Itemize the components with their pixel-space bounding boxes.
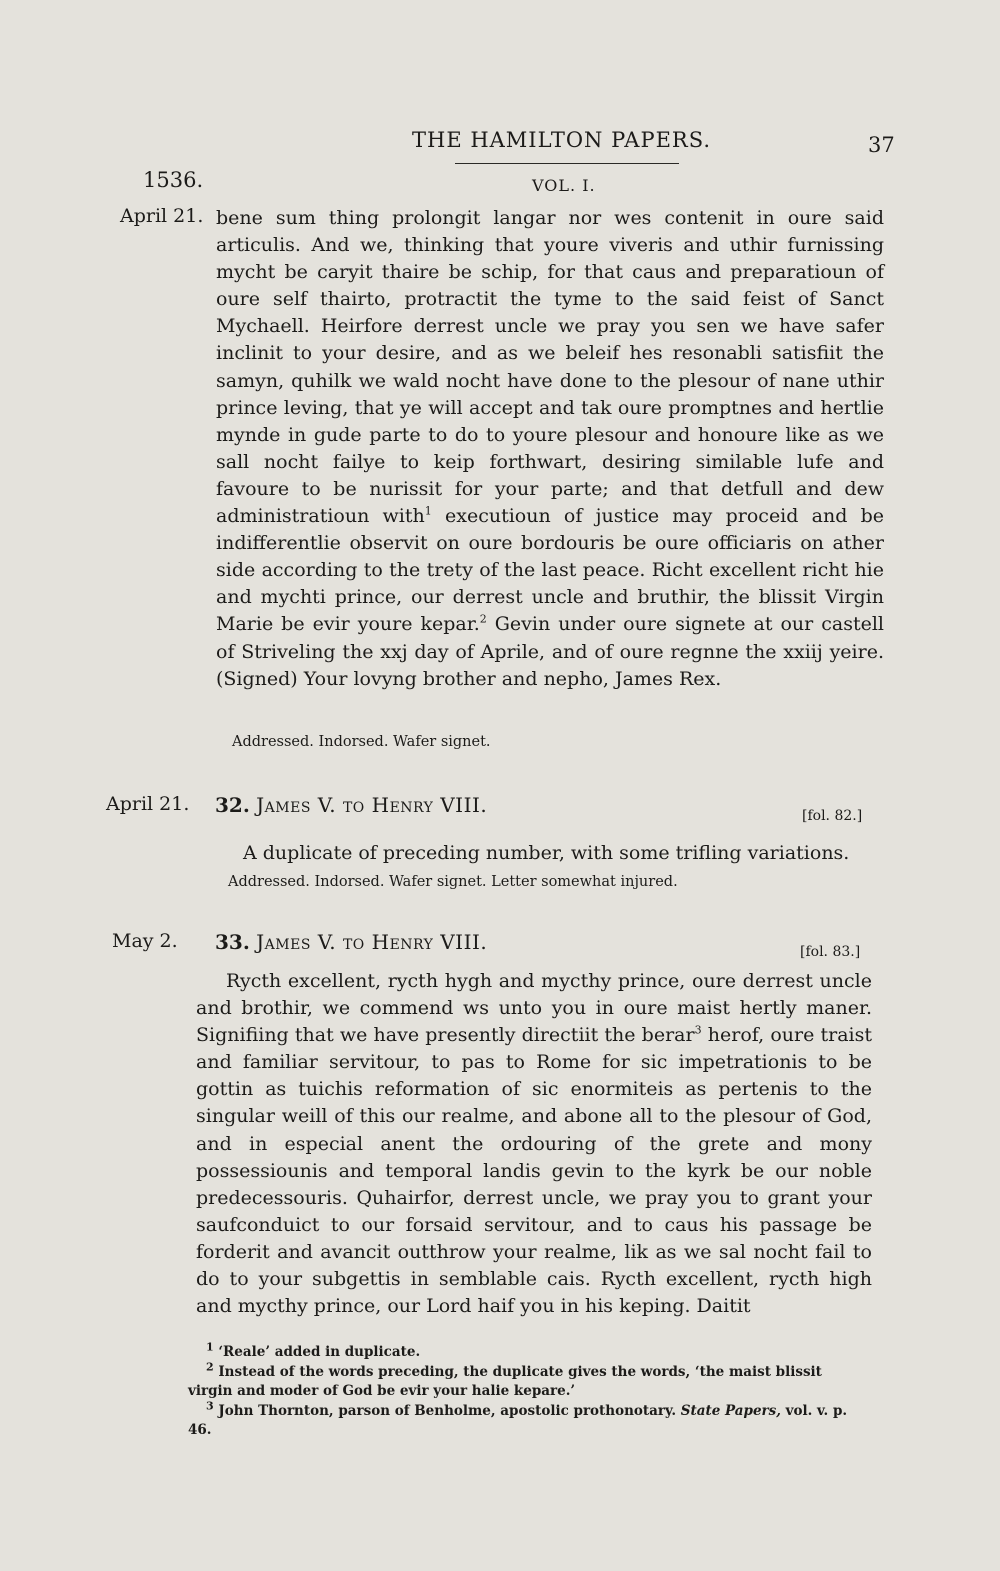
folio-reference: [fol. 83.] bbox=[800, 944, 861, 960]
entry-heading bbox=[215, 793, 487, 817]
footnote-number: 2 bbox=[206, 1360, 214, 1373]
footnote bbox=[188, 1399, 864, 1441]
margin-year: 1536. bbox=[143, 168, 204, 192]
entry-title: James V. to Henry VIII. bbox=[256, 793, 488, 817]
margin-date: April 21. bbox=[106, 793, 190, 815]
footnote-text: John Thornton, parson of Benholme, apostolic prothonotary. bbox=[218, 1402, 677, 1419]
footnote bbox=[188, 1360, 864, 1402]
margin-date: May 2. bbox=[112, 930, 178, 952]
header-rule bbox=[455, 163, 679, 164]
letter-text bbox=[216, 205, 884, 693]
entry-title: James V. to Henry VIII. bbox=[256, 930, 488, 954]
endorsement-note: Addressed. Indorsed. Wafer signet. bbox=[232, 734, 491, 750]
letter-text-part: executioun of justice may proceid and be indifferentlie observit on oure bordouris be oure officiaris on ather side according to the trety of the last peace. Richt excellent richt hie and mychti prince, our derrest uncle and bruthir, the blissit Virgin Marie be evir youre kepar. bbox=[216, 505, 885, 636]
entry-heading bbox=[215, 930, 487, 954]
letter-text-part: Gevin under oure signete at our castell of Striveling the xxj day of Aprile, and of oure regnne the xxiij yeire. (Signed) Your lovyng brother and nepho, James Rex. bbox=[216, 613, 884, 690]
footnote-marker: 2 bbox=[479, 613, 487, 627]
letter-text-part: herof, oure traist and familiar servitour, to pas to Rome for sic impetrationis to be gottin as tuichis reformation of sic enormiteis as pertenis to the singular weill of this our realme, and abone all to the plesour of God, and in especial anent the ordouring of the grete and mony possessiounis and temporal landis gevin to the kyrk be our noble predecessouris. Quhairfor, derrest uncle, we pray you to grant your saufconduict to our forsaid servitour, and to caus his passage be forderit and avancit outthrow your realme, lik as we sal nocht fail to do to your subgettis in semblable cais. Rycth excellent, rycth high and mycthy prince, our Lord haif you in his keping. Daitit bbox=[196, 1024, 872, 1318]
footnote-text: ‘Reale’ added in duplicate. bbox=[218, 1344, 421, 1360]
letter-text bbox=[196, 968, 872, 1320]
running-head: THE HAMILTON PAPERS. bbox=[412, 128, 712, 152]
endorsement-note: Addressed. Indorsed. Wafer signet. Letter somewhat injured. bbox=[228, 874, 678, 890]
folio-reference: [fol. 82.] bbox=[802, 808, 863, 824]
entry-number: 33. bbox=[215, 930, 250, 954]
footnotes bbox=[188, 1340, 864, 1441]
footnote-number: 1 bbox=[206, 1340, 214, 1354]
footnote-text: Instead of the words preceding, the duplicate gives the words, ‘the maist blissit virgin and moder of God be evir your halie kepare.’ bbox=[188, 1363, 822, 1399]
footnote-marker: 3 bbox=[694, 1023, 702, 1037]
entry-summary: A duplicate of preceding number, with some trifling variations. bbox=[243, 842, 850, 864]
footnote bbox=[188, 1340, 864, 1363]
entry-number: 32. bbox=[215, 793, 250, 817]
footnote-number: 3 bbox=[206, 1399, 214, 1412]
volume-label: VOL. I. bbox=[532, 176, 596, 195]
footnote-tail: vol. v. p. 46. bbox=[188, 1402, 848, 1438]
letter-text-part: Rycth excellent, rycth hygh and mycthy prince, oure derrest uncle and brothir, we commend ws unto you in oure maist hertly maner. Signifiing that we have presently directiit the berar bbox=[196, 970, 872, 1047]
footnote-source: State Papers, bbox=[680, 1402, 781, 1419]
margin-date: April 21. bbox=[120, 205, 204, 227]
footnote-marker: 1 bbox=[424, 504, 432, 518]
letter-text-part: bene sum thing prolongit langar nor wes contenit in oure said articulis. And we, thinking that youre viveris and uthir furnissing mycht be caryit thaire be schip, for that caus and preparatioun of oure self thairto, protractit the tyme to the said feist of Sanct Mychaell. Heirfore derrest uncle we pray you sen we have safer inclinit to your desire, and as we beleif hes resonabli satisfiit the samyn, quhilk we wald nocht have done to the plesour of nane uthir prince leving, that ye will accept and tak oure promptnes and hertlie mynde in gude parte to do to youre plesour and honoure like as we sall nocht failye to keip forthwart, desiring similable lufe and favoure to be nurissit for your parte; and that detfull and dew administratioun with bbox=[216, 207, 884, 528]
page-number: 37 bbox=[868, 133, 895, 157]
